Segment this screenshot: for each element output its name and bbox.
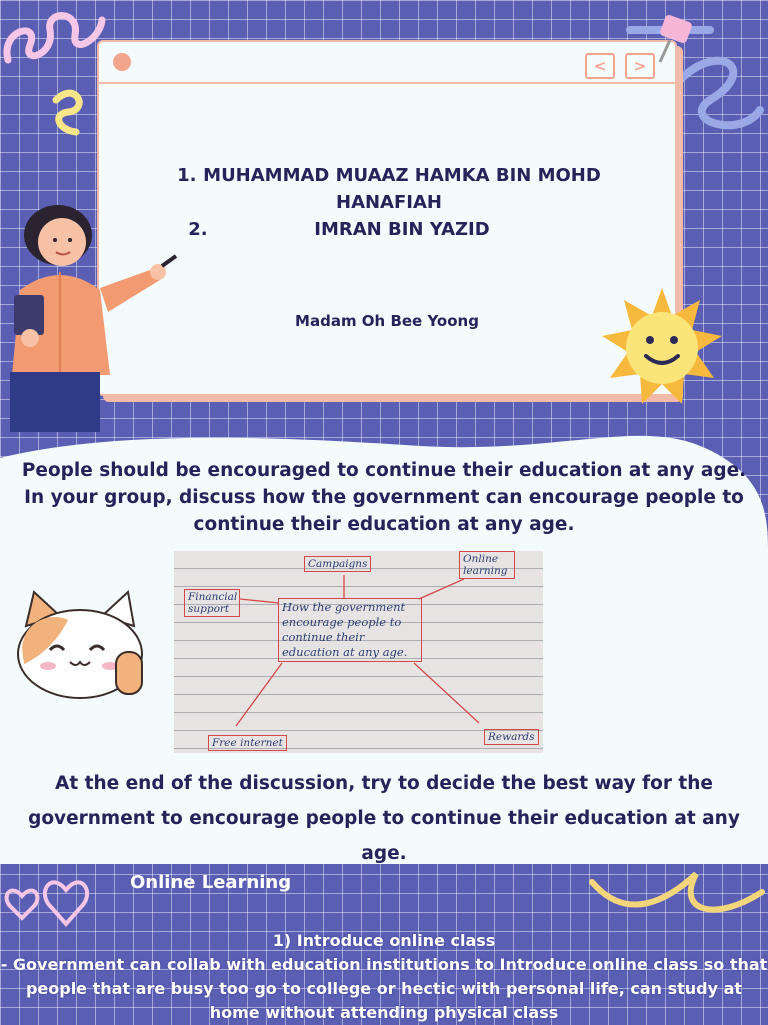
member-1: 1. MUHAMMAD MUAAZ HAMKA BIN MOHD HANAFIAH [177, 165, 601, 213]
branch-online-learning: Online learning [459, 551, 515, 579]
cat-icon [12, 586, 152, 706]
mindmap-photo [174, 551, 543, 753]
branch-rewards: Rewards [484, 729, 539, 745]
teacher-illustration [0, 200, 185, 432]
answer-title: Online Learning [130, 872, 292, 893]
supervisor-name: Madam Oh Bee Yoong [295, 312, 479, 330]
branch-campaigns: Campaigns [304, 556, 371, 572]
heart-icon [0, 862, 100, 932]
discussion-conclusion-prompt: At the end of the discussion, try to decide the best way for the government to encourage people to continue their education at any age. [28, 773, 740, 864]
prev-button[interactable]: < [585, 53, 615, 79]
answer-body [0, 929, 768, 1025]
group-members [129, 162, 649, 243]
answer-point-body: - Government can collab with education institutions to Introduce online class so that people that are busy too go to college or hectic with personal life, can study at home without attending physical class [0, 955, 768, 1022]
window-dot-icon [113, 53, 131, 71]
yellow-swirl-icon [46, 80, 94, 140]
sun-icon [600, 286, 724, 410]
member-2: 2. IMRAN BIN YAZID [188, 219, 490, 240]
pin-icon [650, 10, 700, 66]
discussion-question: People should be encouraged to continue their education at any age. In your group, discuss how the government can encourage people to continue their education at any age. [21, 460, 747, 535]
mindmap-center: How the government encourage people to continue their education at any age. [278, 598, 422, 662]
answer-point-title: 1) Introduce online class [272, 931, 496, 950]
branch-financial-support: Financial support [184, 589, 240, 617]
next-button[interactable]: > [625, 53, 655, 79]
pink-squiggle-icon [0, 0, 110, 80]
branch-free-internet: Free internet [208, 735, 287, 751]
